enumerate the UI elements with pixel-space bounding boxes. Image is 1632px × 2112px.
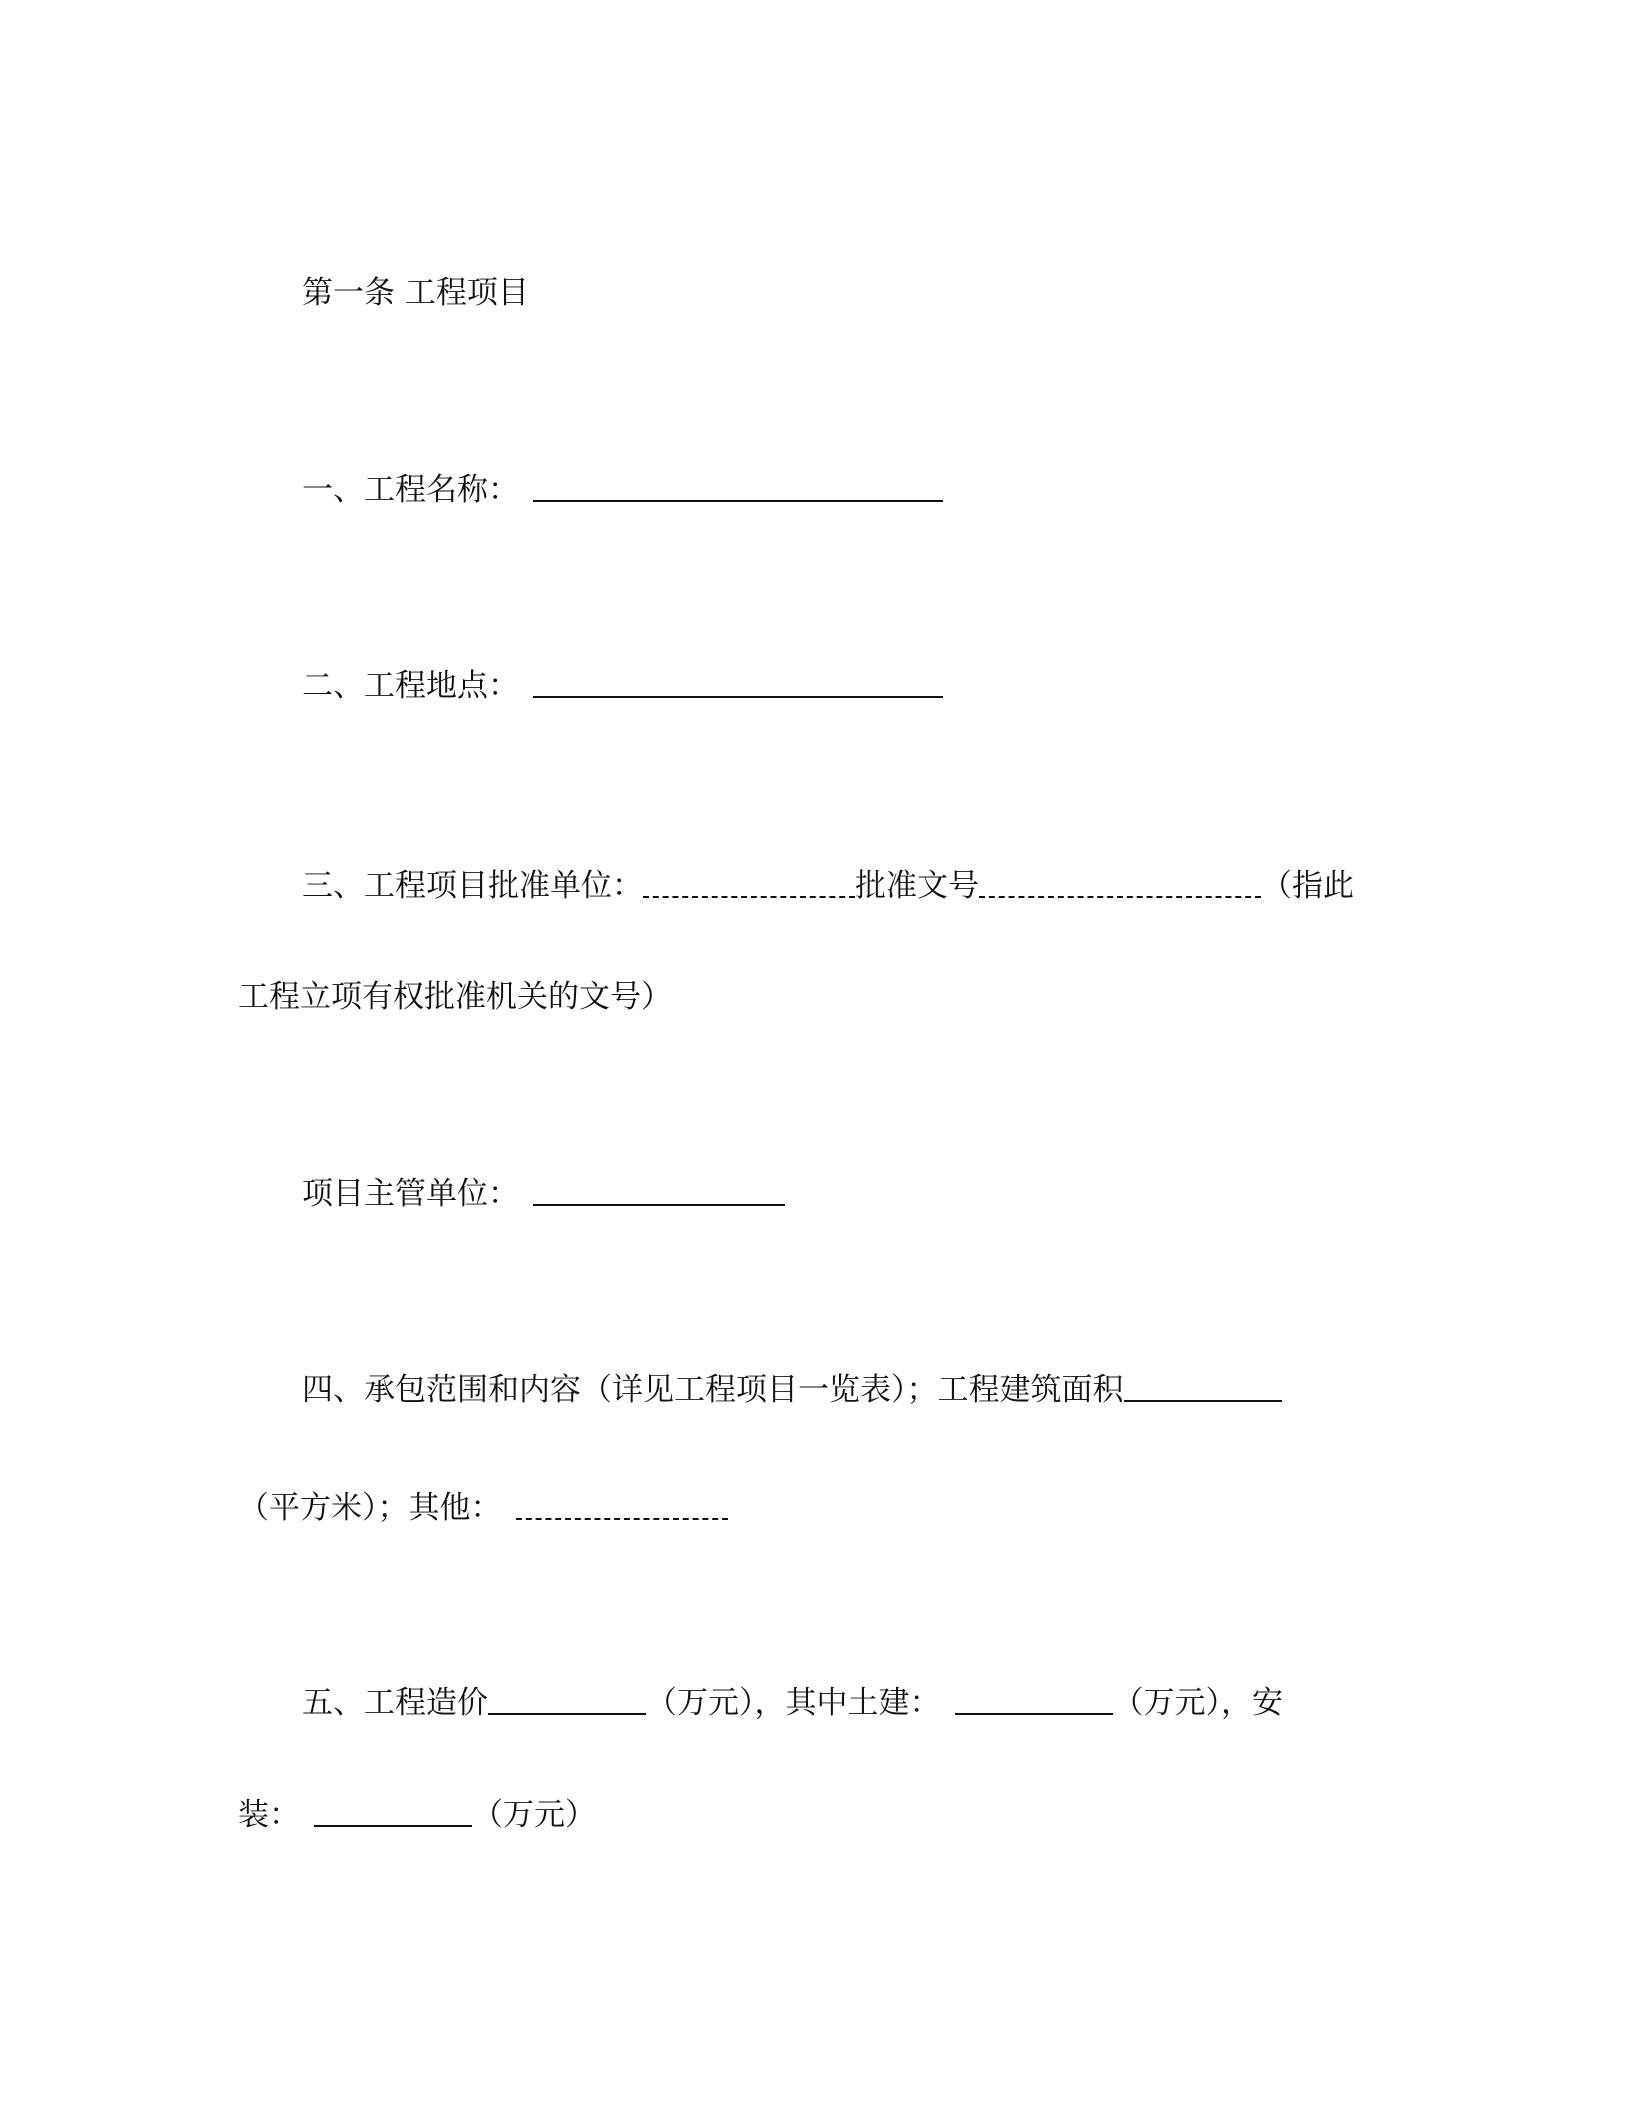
approval-note-open: （指此 xyxy=(1261,868,1354,904)
approval-unit-label: 三、工程项目批准单位： xyxy=(302,868,643,904)
supervisor-blank[interactable] xyxy=(533,1176,785,1206)
install-blank[interactable] xyxy=(314,1797,472,1827)
install-label: 装： xyxy=(238,1797,300,1833)
project-name-blank[interactable] xyxy=(533,472,943,502)
install-unit: （万元） xyxy=(472,1797,596,1833)
project-location-line xyxy=(302,666,943,706)
approval-line xyxy=(302,866,1354,906)
project-location-blank[interactable] xyxy=(533,668,943,698)
area-unit-label: （平方米）；其他： xyxy=(238,1490,502,1526)
cost-line xyxy=(302,1683,1283,1723)
other-blank[interactable] xyxy=(516,1490,728,1520)
cost-label: 五、工程造价 xyxy=(302,1685,488,1721)
project-location-label: 二、工程地点： xyxy=(302,668,519,704)
install-line xyxy=(238,1795,596,1835)
article-heading-text: 第一条 工程项目 xyxy=(302,275,529,311)
project-name-line xyxy=(302,470,943,510)
approval-unit-blank[interactable] xyxy=(643,868,855,898)
area-blank[interactable] xyxy=(1124,1372,1282,1402)
approval-number-blank[interactable] xyxy=(979,868,1261,898)
article-heading xyxy=(302,273,529,313)
approval-note-cont: 工程立项有权批准机关的文号） xyxy=(238,979,672,1015)
area-unit-line xyxy=(238,1488,728,1528)
cost-blank[interactable] xyxy=(488,1685,646,1715)
supervisor-label: 项目主管单位： xyxy=(302,1176,519,1212)
project-name-label: 一、工程名称： xyxy=(302,472,519,508)
cost-unit-1: （万元），其中土建： xyxy=(646,1685,941,1721)
cost-unit-2: （万元），安 xyxy=(1112,1685,1283,1721)
supervisor-line xyxy=(302,1174,785,1214)
approval-note-line xyxy=(238,977,672,1017)
approval-number-label: 批准文号 xyxy=(855,868,979,904)
scope-label: 四、承包范围和内容（详见工程项目一览表）；工程建筑面积 xyxy=(302,1372,1124,1408)
scope-line xyxy=(302,1370,1282,1410)
civil-blank[interactable] xyxy=(955,1685,1113,1715)
